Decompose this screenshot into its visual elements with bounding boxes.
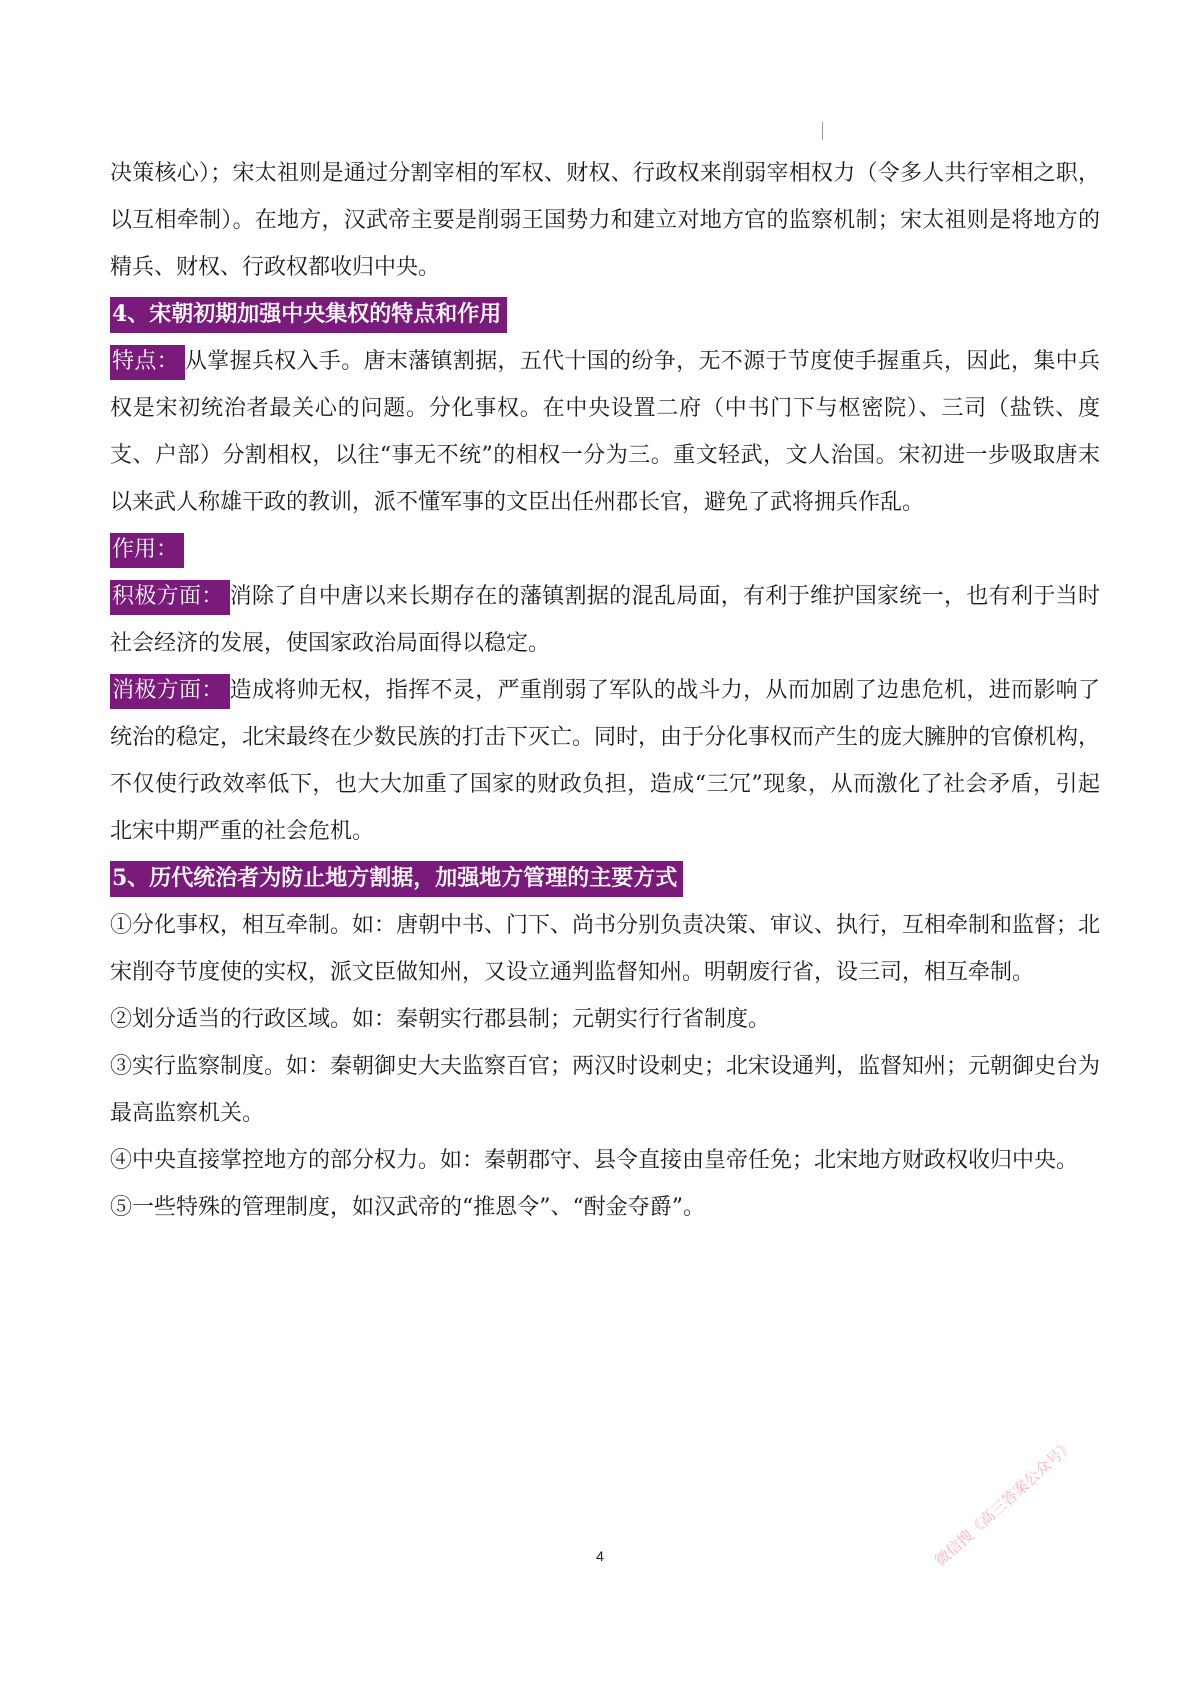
list-item-1: ①分化事权，相互牵制。如：唐朝中书、门下、尚书分别负责决策、审议、执行，互相牵制和监督；北宋削夺节度使的实权，派文臣做知州，又设立通判监督知州。明朝废行省，设三司，相互牵制。: [110, 913, 1101, 985]
features-label: 特点：: [110, 345, 185, 380]
intro-paragraph: 决策核心）；宋太祖则是通过分割宰相的军权、财权、行政权来削弱宰相权力（令多人共行宰相之职，以互相牵制）。在地方，汉武帝主要是削弱王国势力和建立对地方官的监察机制；宋太祖则是将地方的精兵、财权、行政权都收归中央。: [110, 161, 1100, 280]
section-4-heading: [110, 291, 1100, 338]
list-item-4: ④中央直接掌控地方的部分权力。如：秦朝郡守、县令直接由皇帝任免；北宋地方财政权收归中央。: [110, 1148, 1079, 1173]
section-5-heading-text: 5、历代统治者为防止地方割据，加强地方管理的主要方式: [110, 861, 683, 897]
positive-paragraph: [110, 573, 1100, 667]
section-5-heading: [110, 855, 1100, 902]
negative-paragraph: [110, 667, 1100, 855]
features-paragraph: [110, 338, 1100, 526]
document-page: [110, 150, 1100, 1231]
page-number: 4: [596, 1548, 604, 1564]
list-item-5: ⑤一些特殊的管理制度，如汉武帝的“推恩令”、“酎金夺爵”。: [110, 1195, 705, 1220]
section-4-heading-text: 4、宋朝初期加强中央集权的特点和作用: [110, 297, 507, 333]
positive-text: 消除了自中唐以来长期存在的藩镇割据的混乱局面，有利于维护国家统一，也有利于当时社会经济的发展，使国家政治局面得以稳定。: [110, 584, 1100, 656]
effect-paragraph: [110, 526, 1100, 573]
effect-label: 作用：: [110, 533, 184, 568]
negative-label: 消极方面：: [110, 674, 230, 709]
text-cursor-mark: [822, 122, 823, 140]
list-item-3: ③实行监察制度。如：秦朝御史大夫监察百官；两汉时设刺史；北宋设通判，监督知州；元朝御史台为最高监察机关。: [110, 1054, 1101, 1126]
positive-label: 积极方面：: [110, 580, 230, 615]
list-item-2: ②划分适当的行政区域。如：秦朝实行郡县制；元朝实行行省制度。: [110, 1007, 771, 1032]
negative-text: 造成将帅无权，指挥不灵，严重削弱了军队的战斗力，从而加剧了边患危机，进而影响了统治的稳定，北宋最终在少数民族的打击下灭亡。同时，由于分化事权而产生的庞大臃肿的官僚机构，不仅使行政效率低下，也大大加重了国家的财政负担，造成“三冗”现象，从而激化了社会矛盾，引起北宋中期严重的社会危机。: [110, 678, 1101, 844]
features-text: 从掌握兵权入手。唐末藩镇割据，五代十国的纷争，无不源于节度使手握重兵，因此，集中兵权是宋初统治者最关心的问题。分化事权。在中央设置二府（中书门下与枢密院）、三司（盐铁、度支、户部）分割相权，以往“事无不统”的相权一分为三。重文轻武，文人治国。宋初进一步吸取唐末以来武人称雄干政的教训，派不懂军事的文臣出任州郡长官，避免了武将拥兵作乱。: [110, 349, 1100, 515]
watermark: 微信搜《高三答案公众号》: [931, 1436, 1078, 1570]
